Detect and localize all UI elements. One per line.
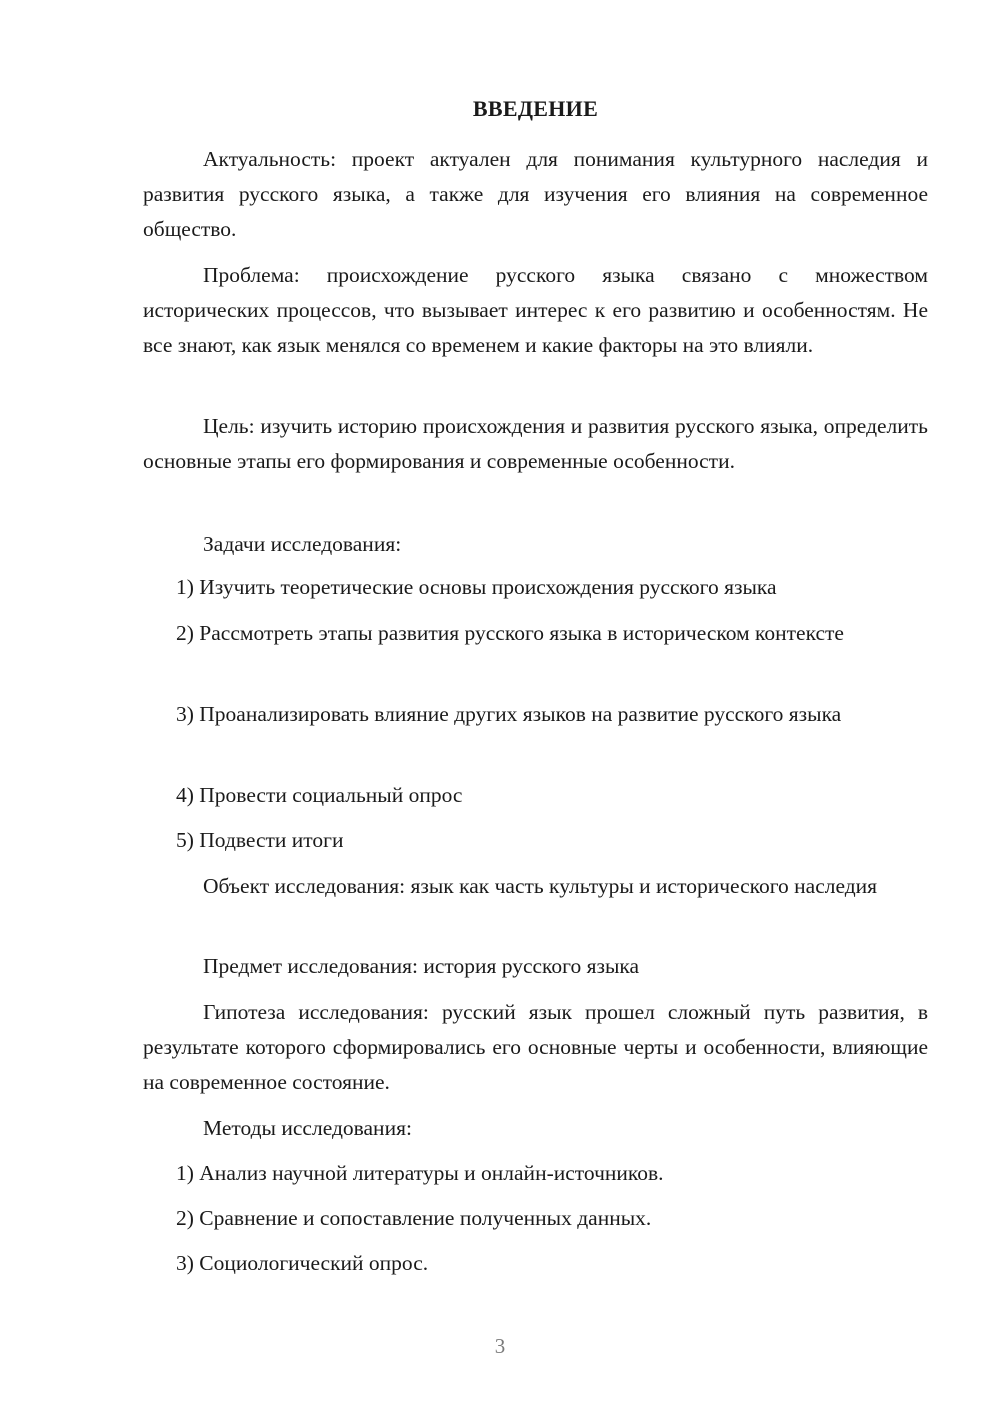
section-heading: ВВЕДЕНИЕ (472, 96, 599, 121)
task-item-2: 2) Рассмотреть этапы развития русского языка в историческом контексте (176, 621, 844, 645)
method-item-2: 2) Сравнение и сопоставление полученных данных. (176, 1206, 652, 1230)
method-item-3: 3) Социологический опрос. (176, 1251, 429, 1275)
methods-heading: Методы исследования: (203, 1116, 412, 1140)
task-item-5: 5) Подвести итоги (176, 828, 344, 852)
task-item-1: 1) Изучить теоретические основы происхождения русского языка (176, 575, 777, 599)
task-item-4: 4) Провести социальный опрос (176, 783, 463, 807)
task-item-3: 3) Проанализировать влияние других языков на развитие русского языка (176, 702, 842, 726)
method-item-1: 1) Анализ научной литературы и онлайн-источников. (176, 1161, 664, 1185)
hypothesis-paragraph: Гипотеза исследования: русский язык прошел сложный путь развития, в результате которого сформировались его основные черты и особенности, влияющие на современное состояние. (143, 1000, 928, 1094)
subject-paragraph: Предмет исследования: история русского языка (203, 954, 640, 978)
goal-paragraph: Цель: изучить историю происхождения и развития русского языка, определить основные этапы его формирования и современные особенности. (143, 414, 928, 473)
relevance-paragraph: Актуальность: проект актуален для понимания культурного наследия и развития русского языка, а также для изучения его влияния на современное общество. (143, 147, 928, 241)
page-number: 3 (494, 1334, 506, 1358)
problem-paragraph: Проблема: происхождение русского языка связано с множеством исторических процессов, что вызывает интерес к его развитию и особенностям. Не все знают, как язык менялся со временем и какие факторы на это влияли. (143, 263, 928, 357)
tasks-heading: Задачи исследования: (203, 532, 402, 556)
object-paragraph: Объект исследования: язык как часть культуры и исторического наследия (203, 874, 878, 898)
